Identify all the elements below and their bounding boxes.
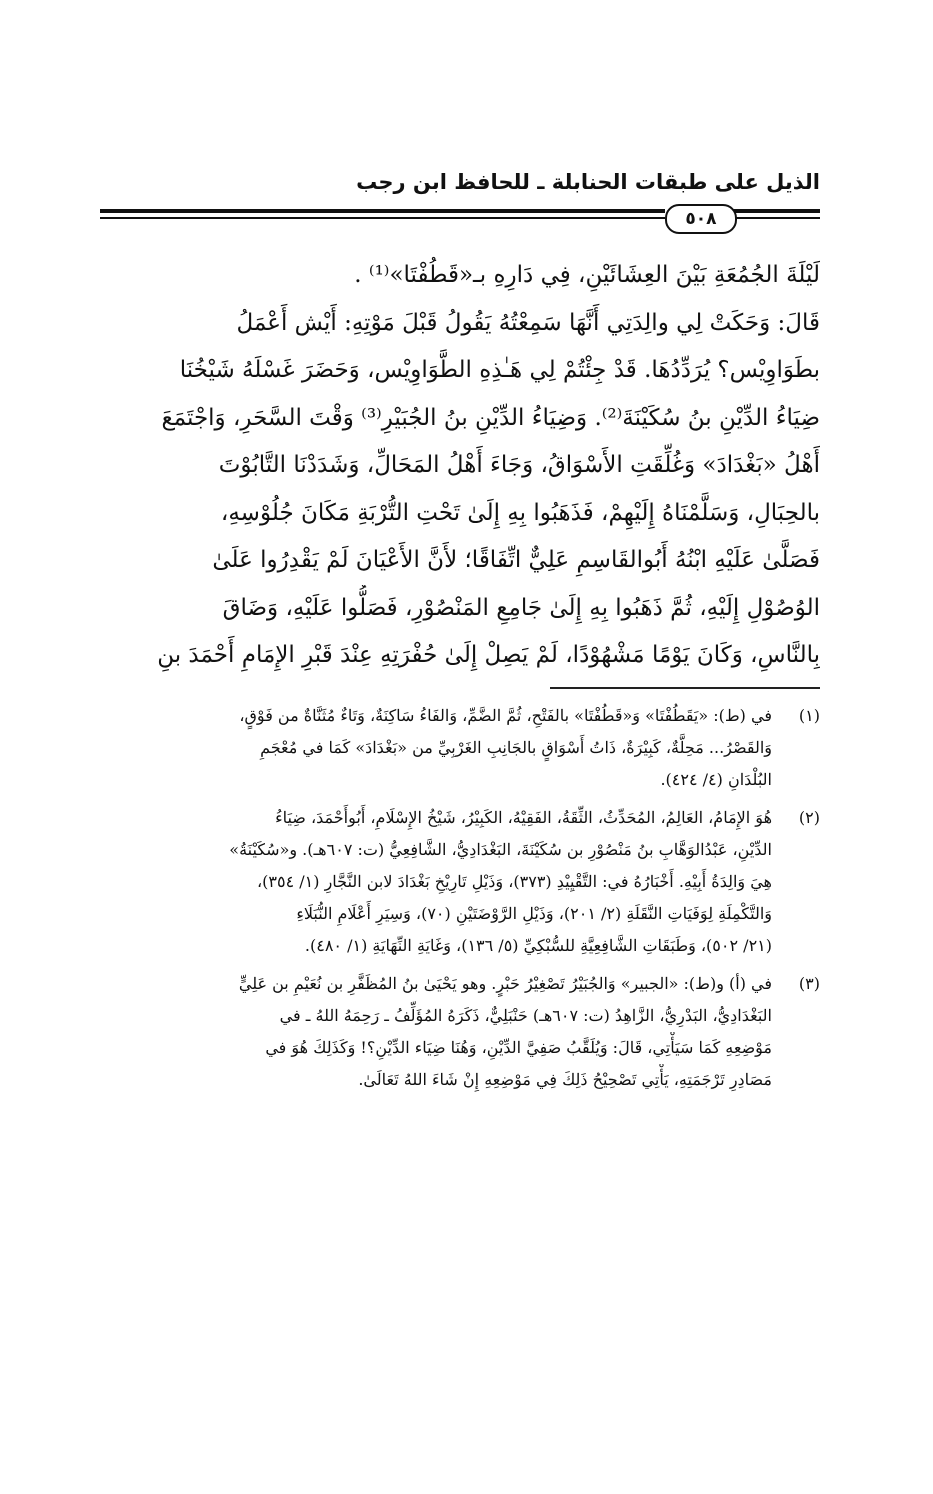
body-line: قَالَ: وَحَكَتْ لِي والِدَتِي أَنَّهَا سَمِعْتُهُ يَقُولُ قَبْلَ مَوْتِهِ: أَيْش أَعْمَلُ [236, 309, 820, 336]
body-line: ضِيَاءُ الدِّيْنِ بنُ سُكَيْنَةَ⁽²⁾. وَضِيَاءُ الدِّيْنِ بنُ الجُبَيْرِ⁽³⁾ وَقْتَ السَّحَرِ، وَاجْتَمَعَ [161, 404, 820, 431]
footnote-number: (٣) [798, 974, 820, 993]
footnote-line: (٢١/ ٥٠٢)، وَطَبَقَاتِ الشَّافِعِيَّةِ للسُّبْكِيِّ (٥/ ١٣٦)، وَغَايَةِ النِّهَايَةِ (١/ ٤٨٠). [304, 936, 772, 955]
footnote-line: مَصَادِرِ تَرْجَمَتِهِ، يَأْتِي تَصْحِيْحُ ذَلِكَ فِي مَوْضِعِهِ إِنْ شَاءَ اللهُ تَعَالَىٰ. [358, 1070, 772, 1089]
footnote-separator [550, 687, 820, 689]
footnote-line: البَغْدَادِيُّ، البَدْرِيُّ، الزَّاهِدُ (ت: ٦٠٧هـ) حَنْبَلِيٌّ، ذَكَرَهُ المُؤَلِّفُ ـ رَحِمَهُ اللهُ ـ في [279, 1006, 772, 1025]
footnote-line: البُلْدَانِ (٤/ ٤٢٤). [660, 770, 772, 789]
header-rule [100, 204, 820, 234]
footnote-number: (١) [798, 706, 820, 725]
running-header-title: الذيل على طبقات الحنابلة ـ للحافظ ابن رجب [356, 170, 820, 194]
footnote-line: وَالتَّكْمِلَةِ لِوَفَيَاتِ النَّقَلَةِ (٢/ ٢٠١)، وَذَيْلِ الرَّوْضَتَيْنِ (٧٠)، وَسِيَرِ أَعْلَامِ النُّبَلَاءِ [296, 904, 772, 923]
body-line: لَيْلَةَ الجُمُعَةِ بَيْنَ العِشَائَيْنِ، فِي دَارِهِ بـ«قَطُفْتَا»⁽¹⁾ . [354, 262, 820, 288]
body-line: فَصَلَّىٰ عَلَيْهِ ابْنُهُ أَبُوالقَاسِمِ عَلِيٌّ اتِّفَاقًا؛ لأَنَّ الأَعْيَانَ لَمْ يَقْدِرُوا عَلَىٰ [212, 547, 820, 573]
footnotes [100, 700, 820, 1102]
body-line: أَهْلُ «بَغْدَادَ» وَغُلِّقَتِ الأَسْوَاقُ، وَجَاءَ أَهْلُ المَحَالِّ، وَشَدَدْنَا التَّابُوْتَ [218, 452, 820, 478]
footnote-line: هِيَ وَالِدَةُ أَبِيْهِ. أَخْبَارُهُ في: التَّقْيِيْدِ (٣٧٣)، وَذَيْلِ تَارِيْخِ بَغْدَادَ لابن النَّجَّارِ (١/ ٣٥٤)، [256, 872, 772, 891]
body-line: بِالنَّاسِ، وَكَانَ يَوْمًا مَشْهُوْدًا، لَمْ يَصِلْ إِلَىٰ حُفْرَتِهِ عِنْدَ قَبْرِ الإِمَامِ أَحْمَدَ بنِ [157, 642, 820, 668]
body-line: بالحِبَالِ، وَسَلَّمْنَاهُ إِلَيْهِمْ، فَذَهَبُوا بِهِ إِلَىٰ تَحْتِ التُّرْبَةِ مَكَانَ جُلُوْسِهِ، [220, 499, 820, 526]
footnote-line: هُوَ الإِمَامُ، العَالِمُ، المُحَدِّثُ، الثِّقَةُ، الفَقِيْهُ، الكَبِيْرُ، شَيْخُ الإِسْلَامِ، أَبُوأَحْمَدَ، ضِيَاءُ [275, 808, 772, 827]
footnote-3 [100, 968, 820, 1096]
footnote-line: مَوْضِعِهِ كَمَا سَيَأْتِي، قَالَ: وَيُلَقَّبُ صَفِيَّ الدِّيْنِ، وَهُنَا ضِيَاء الدِّيْنِ؟! وَكَذَلِكَ هُوَ في [265, 1038, 772, 1057]
footnote-number: (٢) [798, 808, 820, 827]
header-rule-left-thin [100, 217, 665, 219]
footnote-1 [100, 700, 820, 796]
footnote-line: الدِّيْنِ، عَبْدُالوَهَّابِ بنُ مَنْصُوْرِ بن سُكَيْنَةَ، البَغْدَادِيُّ، الشَّافِعِيُّ (ت: ٦٠٧هـ). و«سُكَيْنَةُ» [229, 840, 772, 859]
body-line: الوُصُوْلِ إِلَيْهِ، ثُمَّ ذَهَبُوا بِهِ إِلَىٰ جَامِعِ المَنْصُوْرِ، فَصَلُّوا عَلَيْهِ، وَضَاقَ [222, 594, 820, 621]
main-text [100, 252, 820, 680]
body-line: بطَوَاوِيْس؟ يُرَدِّدُهَا. قَدْ جِئْتُمْ لِي هَـٰذِهِ الطَّوَاوِيْس، وَحَضَرَ غَسْلَهُ شَيْخُنَا [179, 357, 820, 383]
header-rule-left-thick [100, 209, 665, 213]
footnote-line: وَالقَصْرُ... مَحِلَّةٌ، كَبِيْرَةٌ، ذَاتُ أَسْوَاقٍ بالجَانِبِ الغَرْبِيِّ من «بَغْدَادَ» كَمَا في مُعْجَمِ [260, 738, 772, 757]
footnote-line: في (أ) و(ط): «الجبير» وَالجُبَيْرُ تَصْغِيْرُ حَبْرٍ. وهو يَحْيَىٰ بنُ المُظَفَّرِ بن نُعَيْمِ بن عَلِيٍّ [238, 974, 772, 993]
page-number-badge: ٥٠٨ [665, 204, 737, 234]
footnote-2 [100, 802, 820, 962]
footnote-line: في (ط): «يَقَطُفْتَا» وَ«قَطُفْتَا» بالفَتْحِ، ثُمَّ الضَّمِّ، وَالفَاءُ سَاكِنَةٌ، وَتَاءٌ مُثَنَّاةٌ من فَوْقٍ، [239, 706, 772, 725]
